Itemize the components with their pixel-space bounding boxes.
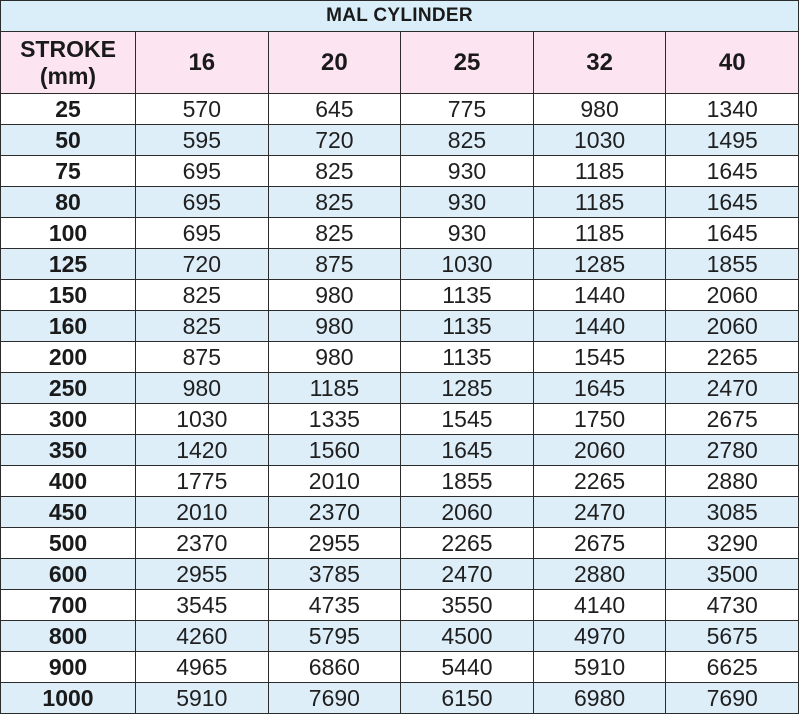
value-cell: 2470	[533, 497, 666, 528]
value-cell: 5440	[401, 652, 534, 683]
stroke-cell: 400	[1, 466, 136, 497]
value-cell: 2265	[533, 466, 666, 497]
value-cell: 2675	[533, 528, 666, 559]
value-cell: 1545	[533, 342, 666, 373]
value-cell: 1440	[533, 311, 666, 342]
value-cell: 1545	[401, 404, 534, 435]
table-row	[1, 559, 799, 590]
value-cell: 7690	[268, 683, 401, 714]
table-body	[1, 94, 799, 714]
stroke-cell: 600	[1, 559, 136, 590]
table-row	[1, 404, 799, 435]
value-cell: 1185	[533, 156, 666, 187]
stroke-cell: 450	[1, 497, 136, 528]
table-row	[1, 94, 799, 125]
value-cell: 3500	[666, 559, 799, 590]
value-cell: 2010	[268, 466, 401, 497]
stroke-cell: 300	[1, 404, 136, 435]
table-row	[1, 652, 799, 683]
value-cell: 695	[136, 187, 269, 218]
value-cell: 2265	[666, 342, 799, 373]
value-cell: 1185	[533, 218, 666, 249]
table-row	[1, 249, 799, 280]
value-cell: 2880	[666, 466, 799, 497]
table-title: MAL CYLINDER	[1, 1, 799, 32]
value-cell: 4735	[268, 590, 401, 621]
value-cell: 6625	[666, 652, 799, 683]
stroke-cell: 100	[1, 218, 136, 249]
value-cell: 6980	[533, 683, 666, 714]
table-row	[1, 187, 799, 218]
stroke-cell: 150	[1, 280, 136, 311]
table-row	[1, 621, 799, 652]
value-cell: 3550	[401, 590, 534, 621]
value-cell: 3545	[136, 590, 269, 621]
value-cell: 4500	[401, 621, 534, 652]
table-row	[1, 466, 799, 497]
value-cell: 1135	[401, 280, 534, 311]
stroke-header-label: STROKE	[20, 35, 116, 62]
stroke-cell: 500	[1, 528, 136, 559]
value-cell: 875	[136, 342, 269, 373]
bore-header-16: 16	[136, 32, 269, 94]
value-cell: 3290	[666, 528, 799, 559]
value-cell: 3085	[666, 497, 799, 528]
value-cell: 2955	[136, 559, 269, 590]
value-cell: 2060	[666, 280, 799, 311]
table-row	[1, 311, 799, 342]
value-cell: 1645	[401, 435, 534, 466]
value-cell: 1440	[533, 280, 666, 311]
bore-header-25: 25	[401, 32, 534, 94]
stroke-header-unit: (mm)	[39, 62, 97, 89]
value-cell: 645	[268, 94, 401, 125]
stroke-cell: 200	[1, 342, 136, 373]
value-cell: 2955	[268, 528, 401, 559]
value-cell: 1495	[666, 125, 799, 156]
bore-header-32: 32	[533, 32, 666, 94]
table-row	[1, 280, 799, 311]
value-cell: 570	[136, 94, 269, 125]
value-cell: 3785	[268, 559, 401, 590]
value-cell: 1185	[533, 187, 666, 218]
table-row	[1, 590, 799, 621]
value-cell: 2370	[268, 497, 401, 528]
value-cell: 1855	[401, 466, 534, 497]
value-cell: 825	[268, 218, 401, 249]
value-cell: 595	[136, 125, 269, 156]
stroke-cell: 900	[1, 652, 136, 683]
table-row	[1, 373, 799, 404]
table-row	[1, 497, 799, 528]
value-cell: 1645	[533, 373, 666, 404]
value-cell: 720	[268, 125, 401, 156]
stroke-cell: 350	[1, 435, 136, 466]
value-cell: 1135	[401, 342, 534, 373]
value-cell: 1775	[136, 466, 269, 497]
value-cell: 1030	[533, 125, 666, 156]
value-cell: 5910	[533, 652, 666, 683]
value-cell: 930	[401, 218, 534, 249]
value-cell: 5795	[268, 621, 401, 652]
bore-header-40: 40	[666, 32, 799, 94]
stroke-cell: 250	[1, 373, 136, 404]
value-cell: 695	[136, 156, 269, 187]
value-cell: 4140	[533, 590, 666, 621]
value-cell: 875	[268, 249, 401, 280]
value-cell: 695	[136, 218, 269, 249]
value-cell: 1750	[533, 404, 666, 435]
value-cell: 1030	[136, 404, 269, 435]
value-cell: 5675	[666, 621, 799, 652]
value-cell: 4970	[533, 621, 666, 652]
stroke-cell: 80	[1, 187, 136, 218]
value-cell: 4730	[666, 590, 799, 621]
table-row	[1, 435, 799, 466]
value-cell: 4260	[136, 621, 269, 652]
value-cell: 930	[401, 156, 534, 187]
table-row	[1, 683, 799, 714]
value-cell: 1285	[401, 373, 534, 404]
value-cell: 1285	[533, 249, 666, 280]
table-header-row	[1, 32, 799, 94]
value-cell: 2265	[401, 528, 534, 559]
value-cell: 1335	[268, 404, 401, 435]
value-cell: 1645	[666, 187, 799, 218]
value-cell: 2060	[666, 311, 799, 342]
stroke-cell: 25	[1, 94, 136, 125]
value-cell: 1185	[268, 373, 401, 404]
table-row	[1, 125, 799, 156]
value-cell: 2675	[666, 404, 799, 435]
stroke-cell: 50	[1, 125, 136, 156]
table-title-row	[1, 1, 799, 32]
value-cell: 1135	[401, 311, 534, 342]
stroke-column-header	[1, 32, 136, 94]
value-cell: 720	[136, 249, 269, 280]
value-cell: 4965	[136, 652, 269, 683]
stroke-cell: 160	[1, 311, 136, 342]
value-cell: 980	[268, 342, 401, 373]
value-cell: 825	[136, 311, 269, 342]
value-cell: 2060	[401, 497, 534, 528]
stroke-cell: 75	[1, 156, 136, 187]
value-cell: 1645	[666, 218, 799, 249]
value-cell: 980	[268, 280, 401, 311]
value-cell: 1420	[136, 435, 269, 466]
value-cell: 980	[533, 94, 666, 125]
table-row	[1, 218, 799, 249]
value-cell: 1340	[666, 94, 799, 125]
value-cell: 825	[268, 187, 401, 218]
value-cell: 2470	[666, 373, 799, 404]
value-cell: 980	[136, 373, 269, 404]
bore-header-20: 20	[268, 32, 401, 94]
value-cell: 2370	[136, 528, 269, 559]
value-cell: 6860	[268, 652, 401, 683]
value-cell: 5910	[136, 683, 269, 714]
value-cell: 825	[401, 125, 534, 156]
stroke-cell: 700	[1, 590, 136, 621]
value-cell: 2470	[401, 559, 534, 590]
value-cell: 2780	[666, 435, 799, 466]
value-cell: 930	[401, 187, 534, 218]
stroke-cell: 800	[1, 621, 136, 652]
value-cell: 1560	[268, 435, 401, 466]
table-row	[1, 528, 799, 559]
value-cell: 2880	[533, 559, 666, 590]
value-cell: 775	[401, 94, 534, 125]
value-cell: 980	[268, 311, 401, 342]
stroke-cell: 1000	[1, 683, 136, 714]
value-cell: 7690	[666, 683, 799, 714]
table-row	[1, 342, 799, 373]
value-cell: 1645	[666, 156, 799, 187]
value-cell: 2060	[533, 435, 666, 466]
value-cell: 2010	[136, 497, 269, 528]
table-row	[1, 156, 799, 187]
value-cell: 825	[136, 280, 269, 311]
value-cell: 1030	[401, 249, 534, 280]
value-cell: 6150	[401, 683, 534, 714]
value-cell: 825	[268, 156, 401, 187]
value-cell: 1855	[666, 249, 799, 280]
stroke-cell: 125	[1, 249, 136, 280]
